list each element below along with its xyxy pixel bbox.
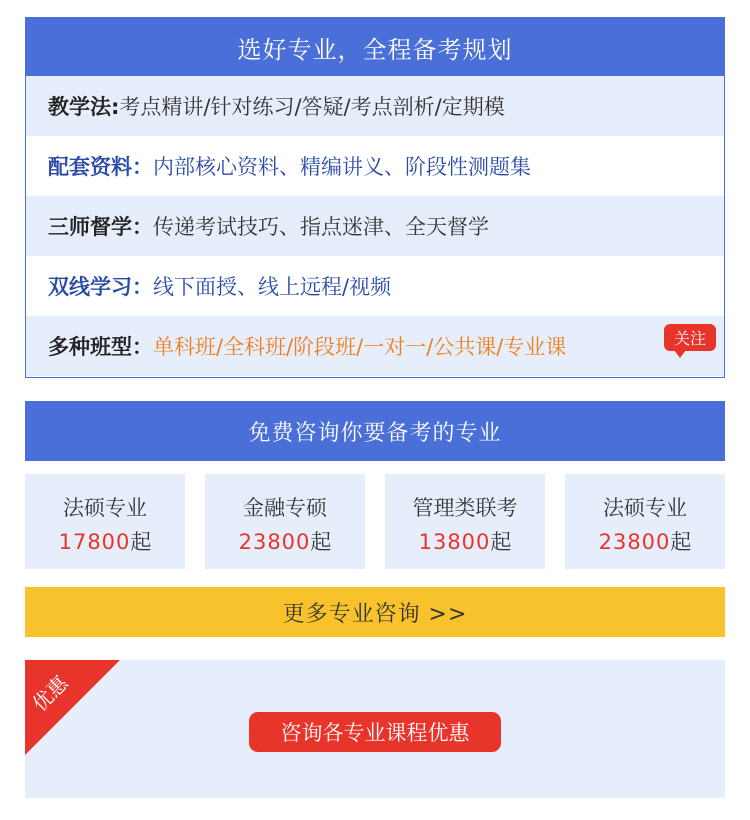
major-card-law-2[interactable] <box>565 474 725 569</box>
row-text: 线下面授、线上远程/视频 <box>153 275 392 299</box>
row-text: 单科班/全科班/阶段班/一对一/公共课/专业课 <box>153 335 567 359</box>
row-label: 三师督学： <box>48 215 153 239</box>
major-price <box>565 526 725 556</box>
major-price <box>385 526 545 556</box>
promo-section <box>25 660 725 798</box>
row-label: 双线学习： <box>48 275 153 299</box>
consult-discount-button[interactable]: 咨询各专业课程优惠 <box>249 712 501 752</box>
row-class-types <box>26 316 724 376</box>
major-price <box>205 526 365 556</box>
row-text: 考点精讲/针对练习/答疑/考点剖析/定期模 <box>119 95 505 119</box>
major-card-finance[interactable] <box>205 474 365 569</box>
row-label: 配套资料： <box>48 155 153 179</box>
price-unit: 起 <box>490 530 512 554</box>
planning-title: 选好专业，全程备考规划 <box>26 18 724 76</box>
more-majors-button[interactable]: 更多专业咨询 >> <box>25 587 725 637</box>
row-label: 多种班型： <box>48 335 153 359</box>
row-text: 传递考试技巧、指点迷津、全天督学 <box>153 215 489 239</box>
major-name: 金融专硕 <box>243 496 327 520</box>
follow-badge[interactable]: 关注 <box>664 324 716 351</box>
row-dual-learning <box>26 256 724 316</box>
price-number: 23800 <box>238 530 311 554</box>
major-price <box>25 526 185 556</box>
price-unit: 起 <box>130 530 152 554</box>
major-name: 法硕专业 <box>603 496 687 520</box>
row-text: 内部核心资料、精编讲义、阶段性测题集 <box>153 155 531 179</box>
price-number: 23800 <box>598 530 671 554</box>
discount-corner-label: 优惠 <box>27 670 73 717</box>
major-card-management[interactable] <box>385 474 545 569</box>
major-name: 管理类联考 <box>412 496 518 520</box>
major-name: 法硕专业 <box>63 496 147 520</box>
planning-section <box>25 17 725 378</box>
row-supervision <box>26 196 724 256</box>
price-unit: 起 <box>310 530 332 554</box>
row-teaching-method <box>26 76 724 136</box>
price-number: 17800 <box>58 530 131 554</box>
row-label: 教学法: <box>48 95 120 119</box>
row-materials <box>26 136 724 196</box>
price-unit: 起 <box>670 530 692 554</box>
consult-title: 免费咨询你要备考的专业 <box>25 401 725 461</box>
price-number: 13800 <box>418 530 491 554</box>
major-card-law[interactable] <box>25 474 185 569</box>
